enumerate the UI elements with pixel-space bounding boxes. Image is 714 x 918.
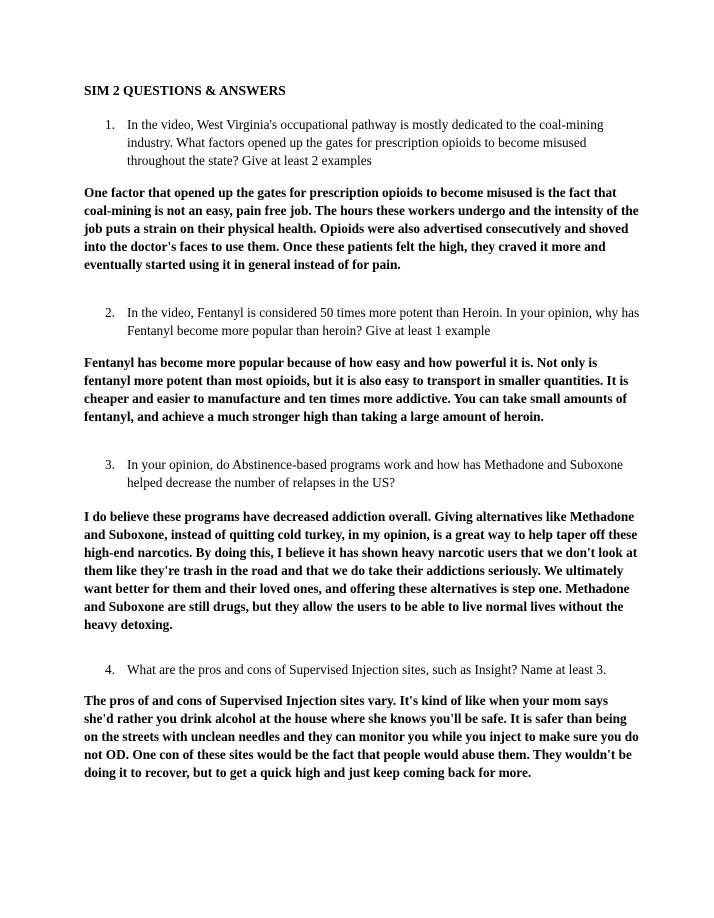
question-number: 3. bbox=[105, 457, 115, 472]
answer-3: I do believe these programs have decreased addiction overall. Giving alternatives like Methadone and Suboxone, instead of quitting cold turkey, in my opinion, is a great way to help taper off these high-end narcotics. By doing this, I believe it has shown heavy narcotic users that we don't look at them like they're trash in the road and that we do take their addictions seriously. We ultimately want better for them and their loved ones, and offering these alternatives is step one. Methadone and Suboxone are still drugs, but they allow the users to be able to live normal lives without the heavy detoxing. bbox=[84, 509, 638, 632]
answer-2: Fentanyl has become more popular because of how easy and how powerful it is. Not only is fentanyl more potent than most opioids, but it is also easy to transport in smaller quantities. It is cheaper and easier to manufacture and ten times more addictive. You can take small amounts of fentanyl, and achieve a much stronger high than taking a large amount of heroin. bbox=[84, 355, 629, 424]
question-number: 1. bbox=[105, 117, 115, 132]
question-text: In the video, Fentanyl is considered 50 times more potent than Heroin. In your opinion, why has Fentanyl become more popular than heroin? Give at least 1 example bbox=[127, 305, 640, 338]
answer-4: The pros of and cons of Supervised Injection sites vary. It's kind of like when your mom says she'd rather you drink alcohol at the house where she knows you'll be safe. It is safer than being on the streets with unclean needles and they can monitor you while you inject to make sure you do not OD. One con of these sites would be the fact that people would abuse them. They wouldn't be doing it to recover, but to get a quick high and just keep coming back for more. bbox=[84, 693, 639, 780]
question-text: In the video, West Virginia's occupational pathway is mostly dedicated to the coal-mining industry. What factors opened up the gates for prescription opioids to become misused throughout the state? Give at least 2 examples bbox=[127, 117, 604, 168]
question-text: What are the pros and cons of Supervised Injection sites, such as Insight? Name at least 3. bbox=[127, 662, 607, 677]
question-number: 2. bbox=[105, 305, 115, 320]
document-title: SIM 2 QUESTIONS & ANSWERS bbox=[84, 83, 286, 98]
question-text: In your opinion, do Abstinence-based programs work and how has Methadone and Suboxone helped decrease the number of relapses in the US? bbox=[127, 457, 623, 490]
question-number: 4. bbox=[105, 662, 115, 677]
answer-1: One factor that opened up the gates for prescription opioids to become misused is the fact that coal-mining is not an easy, pain free job. The hours these workers undergo and the intensity of the job puts a strain on their physical health. Opioids were also advertised consecutively and shoved into the doctor's faces to use them. Once these patients felt the high, they craved it more and eventually started using it in general instead of for pain. bbox=[84, 185, 639, 272]
